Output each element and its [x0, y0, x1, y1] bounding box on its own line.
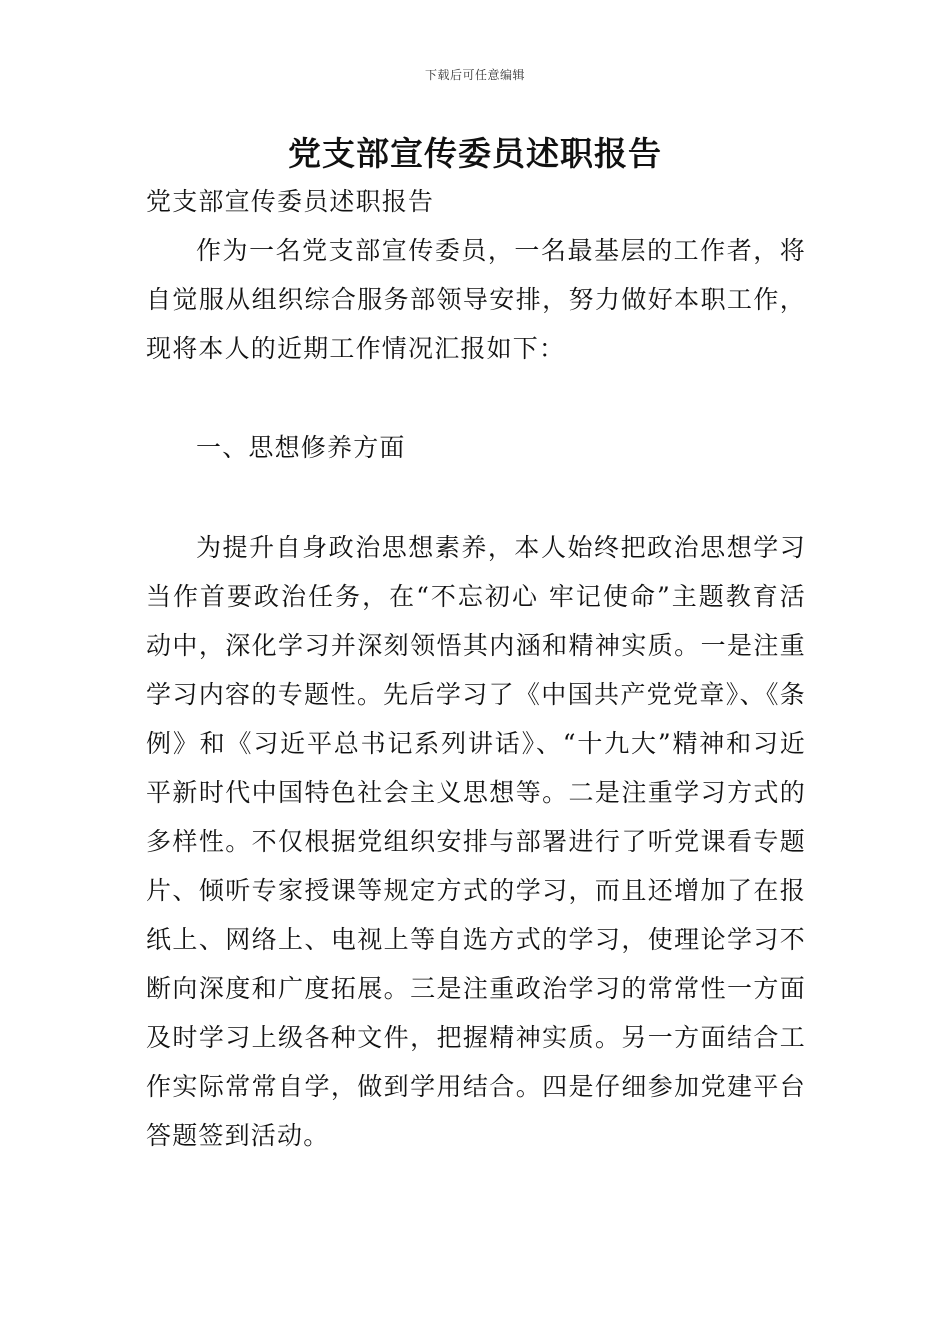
section-heading-ideology: 一、思想修养方面 [196, 433, 406, 462]
header-note: 下载后可任意编辑 [424, 68, 525, 82]
section-paragraph-ideology: 为提升自身政治思想素养，本人始终把政治思想学习当作首要政治任务，在“不忘初心 牢记使命”主题教育活动中，深化学习并深刻领悟其内涵和精神实质。一是注重学习内容的专题性。先后学习了《中国共产党党章》、《条例》和《习近平总书记系列讲话》、“十九大”精神和习近平新时代中国特色社会主义思想等。二是注重学习方式的多样性。不仅根据党组织安排与部署进行了听党课看专题片、倾听专家授课等规定方式的学习，而且还增加了在报纸上、网络上、电视上等自选方式的学习，使理论学习不断向深度和广度拓展。三是注重政治学习的常常性一方面及时学习上级各种文件，把握精神实质。另一方面结合工作实际常常自学，做到学用结合。四是仔细参加党建平台答题签到活动。 [146, 533, 806, 1150]
document-subtitle: 党支部宣传委员述职报告 [146, 187, 435, 216]
intro-paragraph: 作为一名党支部宣传委员，一名最基层的工作者，将自觉服从组织综合服务部领导安排，努力做好本职工作，现将本人的近期工作情况汇报如下： [146, 236, 806, 363]
document-title: 党支部宣传委员述职报告 [288, 134, 662, 173]
